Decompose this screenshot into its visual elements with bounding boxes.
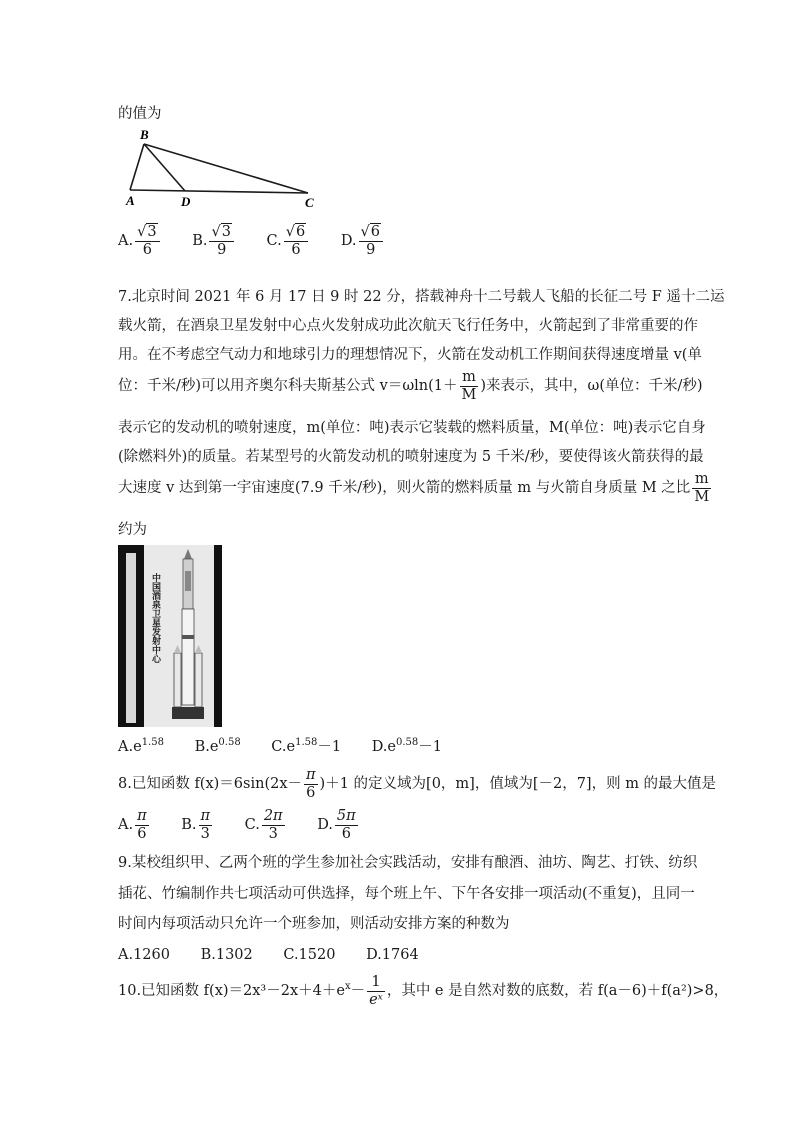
- rocket-icon: [166, 549, 214, 725]
- q7-line-8: 约为: [118, 522, 147, 538]
- q6-option-a[interactable]: A. $\frac{√3}{6}$: [118, 222, 162, 260]
- q8-option-b[interactable]: B. $\frac{\pi}{3}$: [181, 807, 211, 842]
- q8-option-c[interactable]: C. $\frac{2\pi}{3}$: [244, 807, 283, 842]
- q7-line-1: 7.北京时间 2021 年 6 月 17 日 9 时 22 分，搭载神舟十二号载人飞船的长征二号 F 遥十二运: [118, 289, 725, 305]
- q7-line-2: 载火箭，在酒泉卫星发射中心点火发射成功此次航天飞行任务中，火箭起到了非常重要的作: [118, 318, 698, 334]
- q9-line-3: 时间内每项活动只允许一个班参加，则活动安排方案的种数为: [118, 916, 510, 932]
- q6-option-d[interactable]: D. $\frac{√6}{9}$: [341, 222, 385, 260]
- q9-line-1: 9.某校组织甲、乙两个班的学生参加社会实践活动，安排有酿酒、油坊、陶艺、打铁、纺织: [118, 855, 698, 871]
- q8-stem: 8.已知函数 f(x)＝6sin(2x－ $\frac{\pi}{6}$ )＋1 的定义域为[0，m]，值域为[－2，7]，则 m 的最大值是: [118, 766, 717, 801]
- q7-option-d[interactable]: $D.e^{0.58}-1$: [371, 737, 442, 755]
- segment-ac: [130, 190, 308, 193]
- q8-option-a[interactable]: A. $\frac{\pi}{6}$: [118, 807, 147, 842]
- q9-option-d[interactable]: D.1764: [366, 947, 419, 963]
- q7-line-6: (除燃料外)的质量。若某型号的火箭发动机的喷射速度为 5 千米/秒，要使得该火箭获得的最: [118, 449, 704, 465]
- point-label-c: C: [305, 195, 314, 208]
- q6-stem-tail: 的值为: [118, 106, 162, 122]
- q9-options: [118, 945, 445, 965]
- q7-options: [118, 737, 468, 757]
- segment-bc: [144, 144, 308, 193]
- q7-line-4: 位：千米/秒)可以用齐奥尔科夫斯基公式 v＝ωln(1＋ $\frac{m}{M}$ )来表示，其中，ω(单位：千米/秒): [118, 368, 703, 403]
- q7-line-3: 用。在不考虑空气动力和地球引力的理想情况下，火箭在发动机工作期间获得速度增量 v(单: [118, 347, 702, 363]
- q9-option-b[interactable]: B.1302: [200, 947, 253, 963]
- q7-option-b[interactable]: $B.e^{0.58}$: [194, 737, 241, 755]
- q7-line-7: 大速度 v 达到第一宇宙速度(7.9 千米/秒)，则火箭的燃料质量 m 与火箭自身质量 M 之比 $\frac{m}{M}$: [118, 470, 710, 505]
- q6-option-c[interactable]: C. $\frac{√6}{6}$: [267, 222, 311, 260]
- q9-option-c[interactable]: C.1520: [283, 947, 336, 963]
- q8-options: [118, 806, 386, 844]
- q10-stem: 10.已知函数 $f(x)=2x^3-2x+4+e^x-$ $\frac{1}{\text{eˣ}}$ ，其中 e 是自然对数的底数，若 f(a－6)＋f(a²)>8，: [118, 973, 729, 1008]
- segment-ab: [130, 144, 144, 190]
- point-label-a: A: [126, 193, 135, 208]
- q8-option-d[interactable]: D. $\frac{5\pi}{6}$: [317, 807, 356, 842]
- q9-line-2: 插花、竹编制作共七项活动可供选择，每个班上午、下午各安排一项活动(不重复)，且同一: [118, 886, 695, 902]
- triangle-figure: [118, 126, 328, 208]
- q7-option-c[interactable]: $C.e^{1.58}-1$: [271, 737, 342, 755]
- rocket-photo: [118, 545, 222, 727]
- q7-option-a[interactable]: $A.e^{1.58}$: [118, 737, 164, 755]
- point-label-d: D: [181, 194, 191, 208]
- q6-option-b[interactable]: B. $\frac{√3}{9}$: [192, 222, 236, 260]
- segment-bd: [144, 144, 185, 191]
- q6-options: [118, 222, 411, 260]
- point-label-b: B: [140, 127, 149, 142]
- q7-line-5: 表示它的发动机的喷射速度，m(单位：吨)表示它装载的燃料质量，M(单位：吨)表示它自身: [118, 420, 706, 436]
- photo-vertical-text: 中国酒泉卫星发射中心: [150, 573, 160, 663]
- q9-option-a[interactable]: A.1260: [118, 947, 170, 963]
